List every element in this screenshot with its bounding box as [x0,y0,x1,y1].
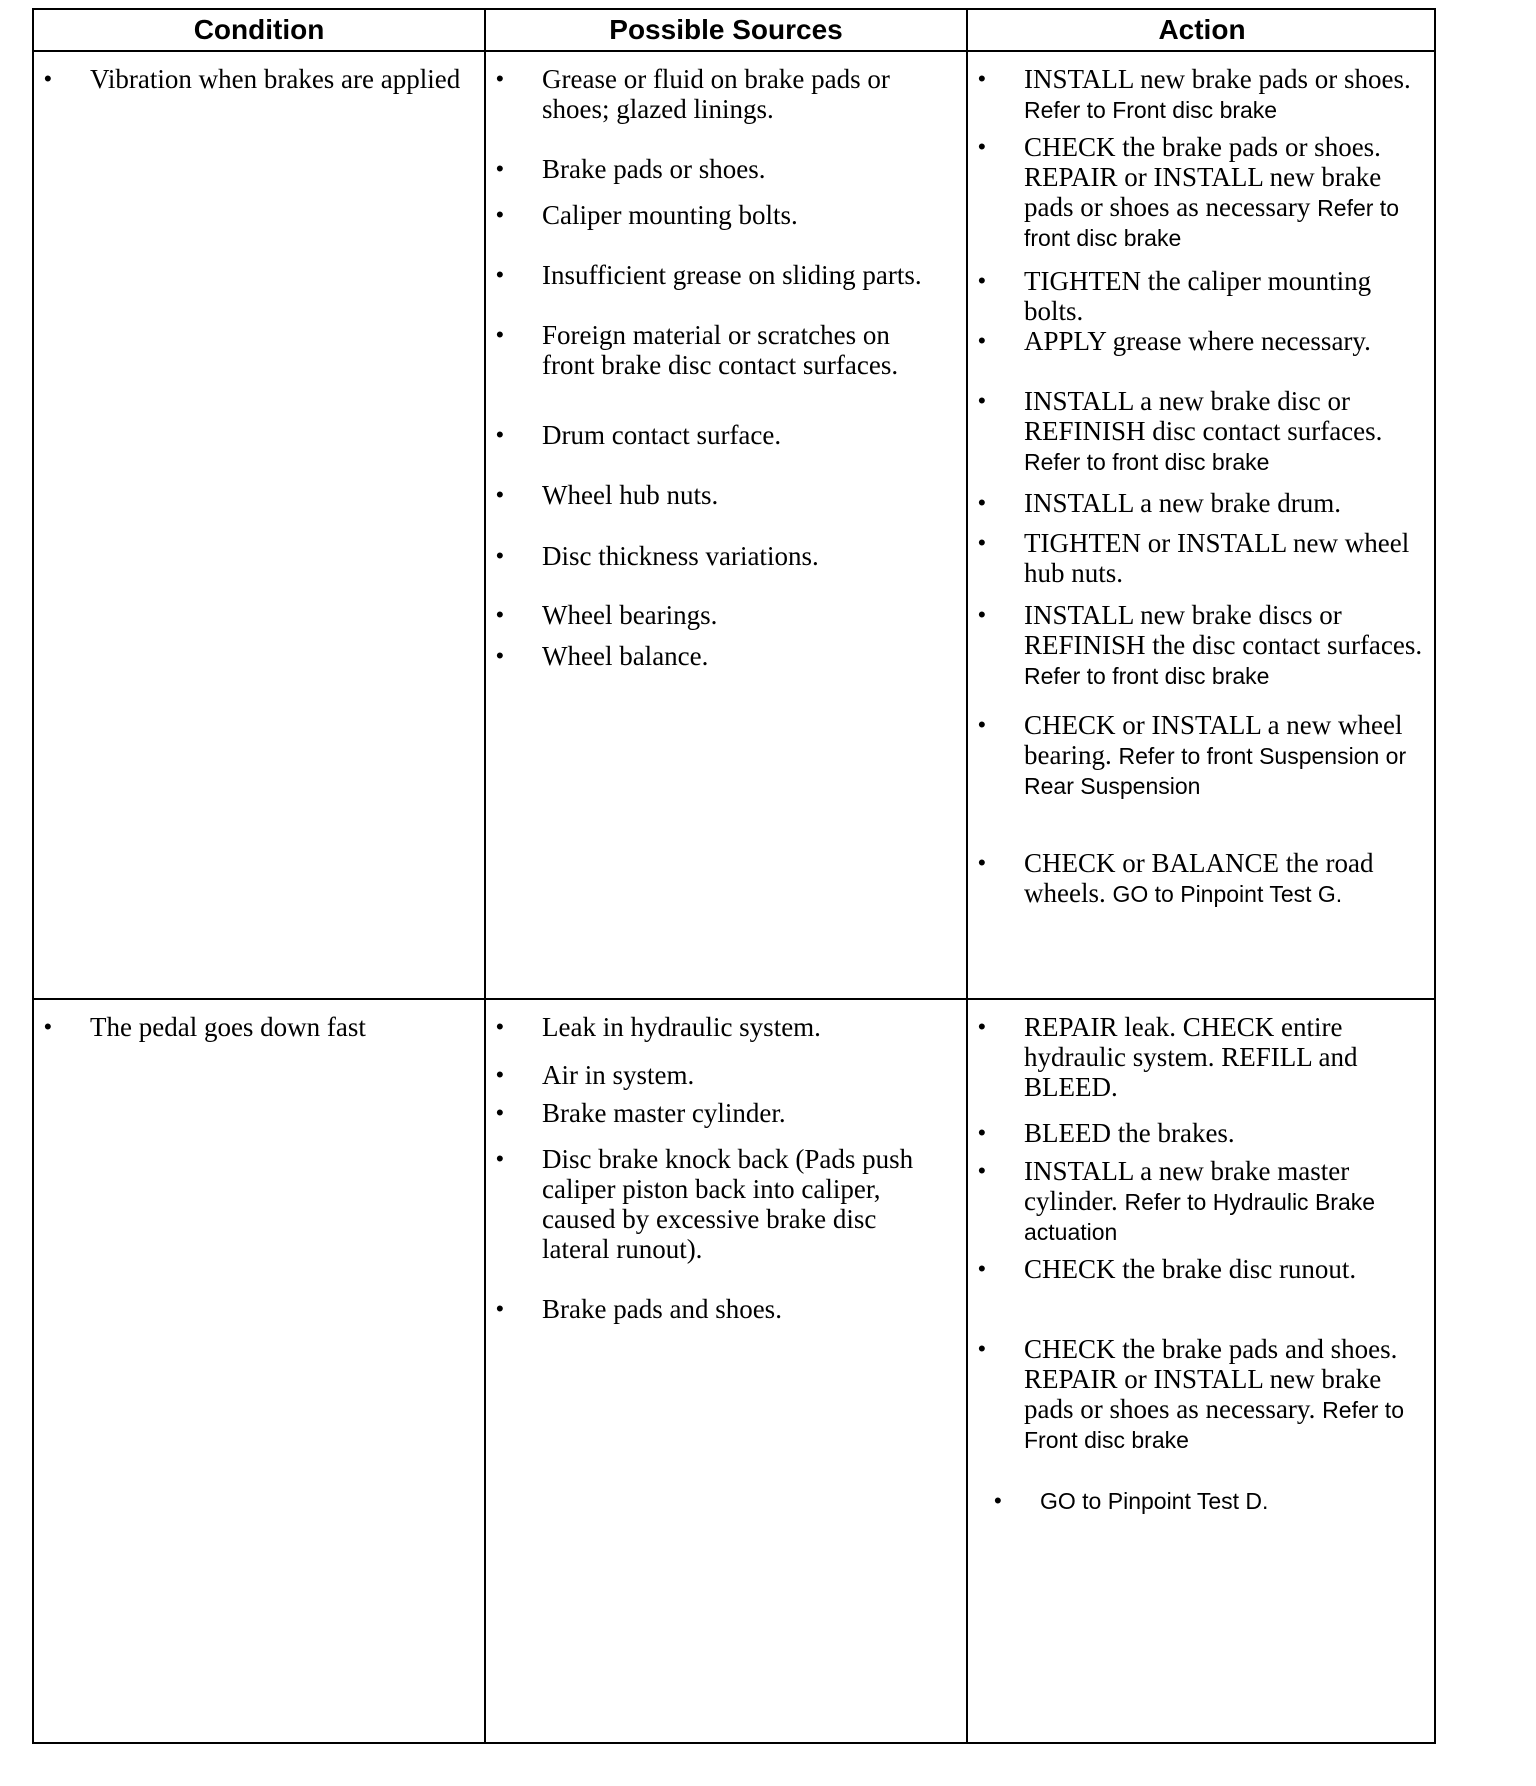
source-item [486,480,946,510]
action-reference: GO to Pinpoint Test D. [1040,1488,1269,1514]
action-reference: GO to Pinpoint Test G. [1112,881,1343,907]
diagnosis-table [32,8,1436,1744]
action-item [968,848,1434,908]
source-text: Drum contact surface. [542,420,782,450]
bullet-icon: • [496,1146,504,1171]
condition-item [34,64,464,94]
action-item [968,1334,1434,1454]
action-reference: Refer to front disc brake [1024,195,1399,251]
action-reference: Refer to front Suspension or Rear Suspension [1024,743,1407,799]
bullet-icon: • [496,156,504,181]
bullet-icon: • [496,422,504,447]
action-text: APPLY grease where necessary. [1024,326,1371,356]
action-text: INSTALL new brake pads or shoes. [1024,64,1411,94]
source-item [486,200,946,230]
action-text: CHECK or BALANCE the road wheels. [1024,848,1374,908]
bullet-icon: • [978,850,986,875]
bullet-icon: • [496,1062,504,1087]
header-divider [34,50,1434,52]
source-text: Foreign material or scratches on front brake disc contact surfaces. [542,320,899,380]
row-divider [34,998,1434,1000]
source-text: Wheel hub nuts. [542,480,719,510]
action-item [968,1156,1434,1246]
source-item [486,64,946,124]
bullet-icon: • [978,268,986,293]
bullet-icon: • [978,1256,986,1281]
bullet-icon: • [496,202,504,227]
action-item [968,528,1434,588]
action-text: INSTALL a new brake drum. [1024,488,1341,518]
bullet-icon: • [978,1120,986,1145]
source-item [486,320,946,380]
source-text: Brake master cylinder. [542,1098,786,1128]
source-item [486,1012,946,1042]
bullet-icon: • [978,490,986,515]
action-item [968,386,1434,476]
action-text: CHECK the brake pads or shoes. REPAIR or INSTALL new brake pads or shoes as necessary [1024,132,1382,222]
action-reference: Refer to front disc brake [1024,449,1270,475]
source-item [486,420,946,450]
condition-text: Vibration when brakes are applied [90,64,461,94]
action-item [984,1486,1434,1516]
bullet-icon: • [994,1488,1002,1513]
header-condition: Condition [193,14,325,45]
source-text: Leak in hydraulic system. [542,1012,821,1042]
bullet-icon: • [496,1296,504,1321]
bullet-icon: • [496,482,504,507]
source-item [486,541,946,571]
bullet-icon: • [978,1014,986,1039]
bullet-icon: • [978,388,986,413]
source-item [486,600,946,630]
bullet-icon: • [496,643,504,668]
source-item [486,260,946,290]
source-item [486,1144,946,1264]
bullet-icon: • [496,322,504,347]
bullet-icon: • [978,712,986,737]
action-text: CHECK or INSTALL a new wheel bearing. [1024,710,1403,770]
condition-text: The pedal goes down fast [90,1012,366,1042]
bullet-icon: • [496,543,504,568]
action-reference: Refer to Hydraulic Brake actuation [1024,1189,1376,1245]
bullet-icon: • [44,1014,52,1039]
action-text: CHECK the brake pads and shoes. REPAIR or INSTALL new brake pads or shoes as necessary. [1024,1334,1398,1424]
action-item [968,266,1434,326]
source-text: Insufficient grease on sliding parts. [542,260,922,290]
bullet-icon: • [978,602,986,627]
action-reference: Refer to Front disc brake [1024,1397,1404,1453]
bullet-icon: • [978,134,986,159]
source-item [486,641,946,671]
source-text: Caliper mounting bolts. [542,200,798,230]
action-text: BLEED the brakes. [1024,1118,1235,1148]
action-text: REPAIR leak. CHECK entire hydraulic system. REFILL and BLEED. [1024,1012,1358,1102]
bullet-icon: • [496,262,504,287]
bullet-icon: • [978,328,986,353]
action-item [968,488,1434,518]
action-text: CHECK the brake disc runout. [1024,1254,1357,1284]
header-action: Action [1158,14,1246,45]
source-item [486,1294,946,1324]
source-item [486,154,946,184]
action-text: INSTALL a new brake disc or REFINISH disc contact surfaces. [1024,386,1383,446]
source-text: Wheel bearings. [542,600,718,630]
source-text: Brake pads and shoes. [542,1294,782,1324]
bullet-icon: • [978,1158,986,1183]
source-text: Disc brake knock back (Pads push caliper piston back into caliper, caused by excessive brake disc lateral runout). [542,1144,914,1264]
action-item [968,326,1434,356]
source-text: Wheel balance. [542,641,709,671]
action-reference: Refer to Front disc brake [1024,97,1278,123]
action-item [968,600,1434,690]
source-item [486,1060,946,1090]
source-item [486,1098,946,1128]
bullet-icon: • [496,1100,504,1125]
action-item [968,132,1434,252]
source-text: Brake pads or shoes. [542,154,766,184]
bullet-icon: • [44,66,52,91]
action-item [968,1254,1434,1284]
action-reference: Refer to front disc brake [1024,663,1270,689]
source-text: Air in system. [542,1060,695,1090]
condition-item [34,1012,464,1042]
action-text: INSTALL a new brake master cylinder. [1024,1156,1350,1216]
action-text: TIGHTEN or INSTALL new wheel hub nuts. [1024,528,1410,588]
header-possible-sources: Possible Sources [609,14,843,45]
action-text: INSTALL new brake discs or REFINISH the disc contact surfaces. [1024,600,1423,660]
action-item [968,64,1434,124]
bullet-icon: • [496,602,504,627]
action-item [968,1118,1434,1148]
bullet-icon: • [978,530,986,555]
bullet-icon: • [496,66,504,91]
action-item [968,1012,1434,1102]
source-text: Disc thickness variations. [542,541,819,571]
bullet-icon: • [978,66,986,91]
bullet-icon: • [978,1336,986,1361]
action-item [968,710,1434,800]
action-text: TIGHTEN the caliper mounting bolts. [1024,266,1372,326]
source-text: Grease or fluid on brake pads or shoes; glazed linings. [542,64,890,124]
bullet-icon: • [496,1014,504,1039]
